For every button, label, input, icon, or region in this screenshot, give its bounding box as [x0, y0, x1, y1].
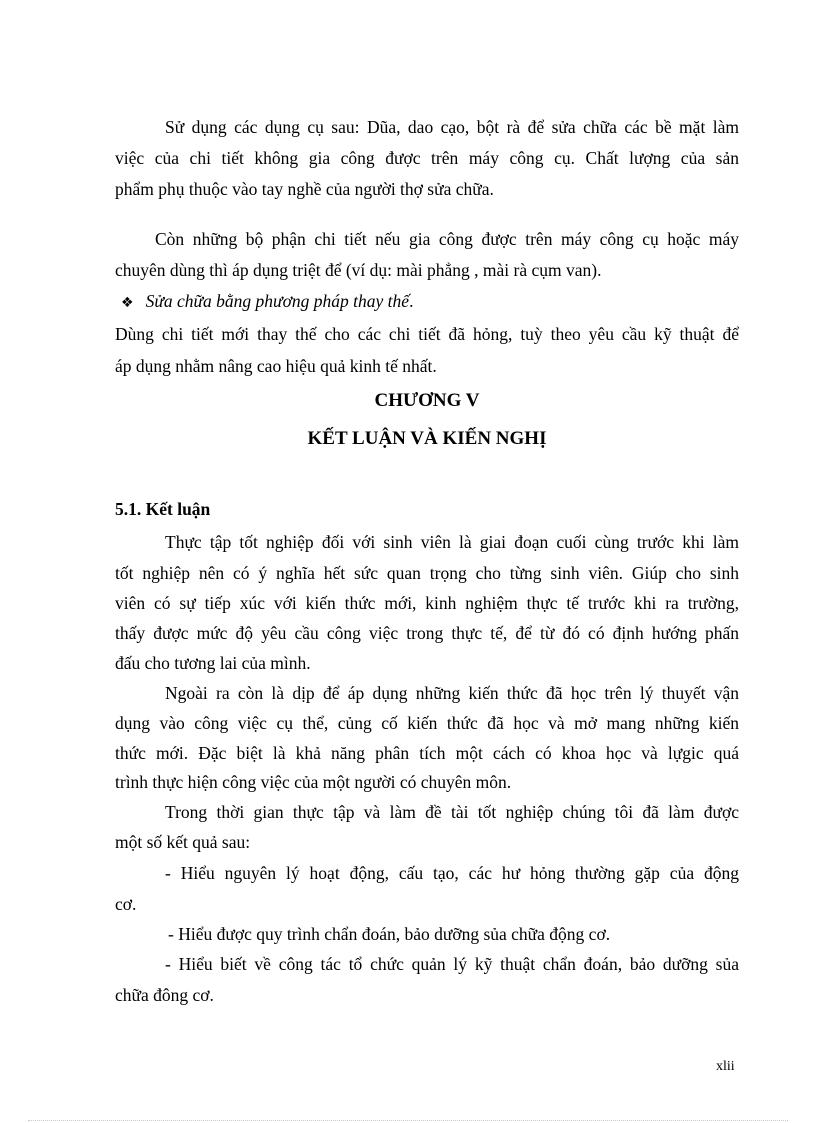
paragraph-line: trình thực hiện công việc của một người có chuyên môn. [115, 772, 512, 792]
paragraph-line: việc của chi tiết không gia công được trên máy công cụ. Chất lượng của sản [115, 148, 739, 168]
list-item-continuation: chữa đông cơ. [115, 985, 214, 1005]
paragraph-line: thấy được mức độ yêu cầu công việc trong thực tế, để từ đó có định hướng phấn [115, 623, 739, 643]
chapter-number: CHƯƠNG V [374, 390, 480, 411]
paragraph-line: thức mới. Đặc biệt là khả năng phân tích một cách có khoa học và lựgic quá [115, 743, 739, 763]
diamond-bullet-icon: ❖ [121, 295, 134, 311]
footer-divider [28, 1120, 788, 1121]
bullet-period: . [409, 291, 414, 311]
list-item-continuation: cơ. [115, 894, 137, 914]
paragraph-line: Còn những bộ phận chi tiết nếu gia công được trên máy công cụ hoặc máy [155, 229, 739, 249]
page-number: xlii [716, 1059, 735, 1074]
paragraph-line: phẩm phụ thuộc vào tay nghề của người thợ sửa chữa. [115, 179, 494, 199]
paragraph-line: áp dụng nhằm nâng cao hiệu quả kinh tế nhất. [115, 356, 437, 376]
section-heading: 5.1. Kết luận [115, 499, 211, 519]
paragraph-line: một số kết quả sau: [115, 832, 251, 852]
paragraph-line: tốt nghiệp nên có ý nghĩa hết sức quan trọng cho từng sinh viên. Giúp cho sinh [115, 563, 739, 583]
chapter-title: KẾT LUẬN VÀ KIẾN NGHỊ [307, 428, 547, 449]
bullet-item [121, 291, 413, 313]
paragraph-line: chuyên dùng thì áp dụng triệt để (ví dụ: mài phẳng , mài rà cụm van). [115, 260, 602, 280]
paragraph-line: Trong thời gian thực tập và làm đề tài tốt nghiệp chúng tôi đã làm được [165, 802, 739, 822]
list-item: - Hiểu biết về công tác tổ chức quản lý kỹ thuật chẩn đoán, bảo dưỡng sủa [165, 954, 739, 974]
paragraph-line: Ngoài ra còn là dịp để áp dụng những kiến thức đã học trên lý thuyết vận [165, 683, 739, 703]
bullet-text: Sửa chữa bằng phương pháp thay thế [145, 291, 410, 311]
paragraph-line: đấu cho tương lai của mình. [115, 653, 311, 673]
paragraph-line: Sử dụng các dụng cụ sau: Dũa, dao cạo, bột rà để sửa chữa các bề mặt làm [165, 117, 739, 137]
paragraph-line: Thực tập tốt nghiệp đối với sinh viên là giai đoạn cuối cùng trước khi làm [165, 532, 739, 552]
paragraph-line: dụng vào công việc cụ thể, củng cố kiến thức đã học và mở mang những kiến [115, 713, 739, 733]
list-item: - Hiểu được quy trình chẩn đoán, bảo dưỡng sủa chữa động cơ. [168, 924, 611, 944]
paragraph-line: viên có sự tiếp xúc với kiến thức mới, kinh nghiệm thực tế trước khi ra trường, [115, 593, 739, 613]
list-item: - Hiểu nguyên lý hoạt động, cấu tạo, các hư hỏng thường gặp của động [165, 863, 739, 883]
paragraph-line: Dùng chi tiết mới thay thế cho các chi tiết đã hỏng, tuỳ theo yêu cầu kỹ thuật để [115, 324, 739, 344]
